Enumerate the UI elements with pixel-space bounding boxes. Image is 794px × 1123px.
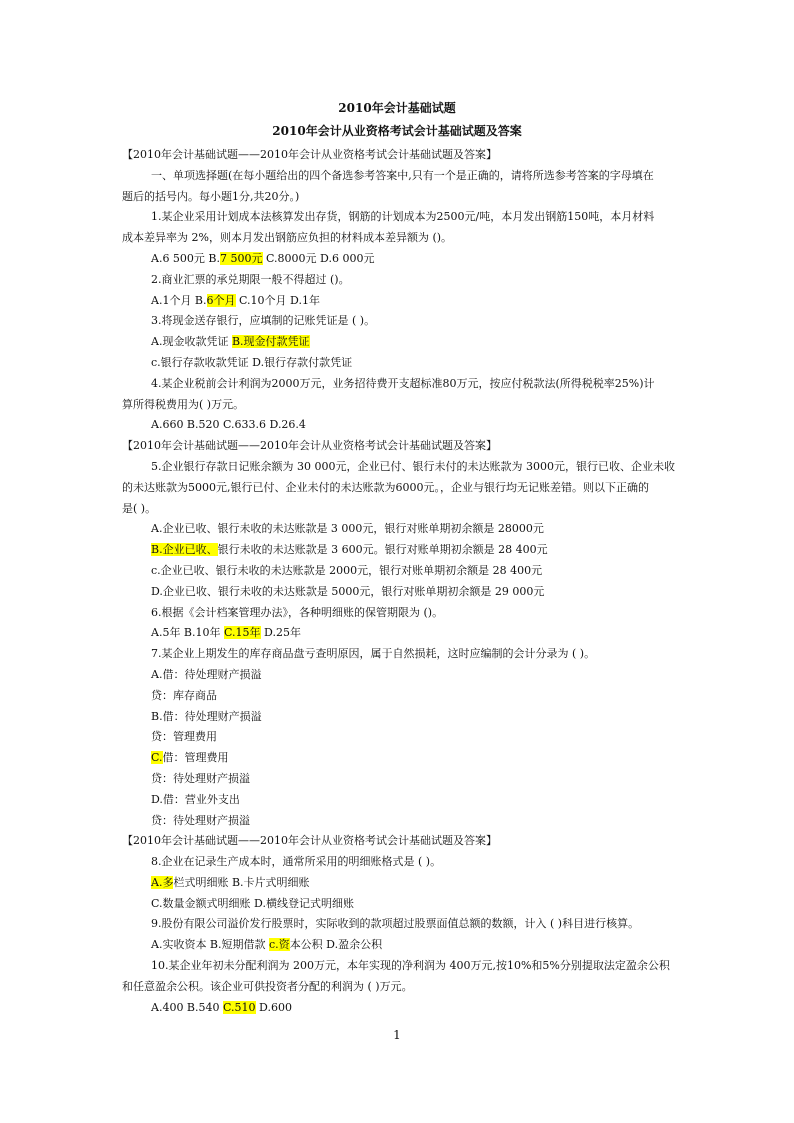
text-line: 3.将现金送存银行，应填制的记账凭证是 ( )。: [151, 314, 376, 328]
text-run: A.现金收款凭证: [151, 335, 232, 349]
text-line: 贷：库存商品: [151, 688, 217, 702]
text-line: [122, 935, 678, 956]
text-run: 栏式明细账 B.卡片式明细账: [173, 875, 310, 889]
document-body: [122, 145, 678, 1018]
text-run: D.25年: [260, 626, 301, 640]
text-line: 10.某企业年初未分配利润为 200万元，本年实现的净利润为 400万元,按10%和5%分别提取法定盈余公积: [151, 959, 670, 973]
highlighted-answer: C.510: [223, 1000, 256, 1014]
text-line: 是( )。: [122, 501, 157, 515]
text-line: B.借：待处理财产损溢: [151, 709, 262, 723]
text-line: A.660 B.520 C.633.6 D.26.4: [151, 418, 306, 432]
text-line: 题后的括号内。每小题1分,共20分。): [122, 189, 300, 203]
text-line: 一、单项选择题(在每小题给出的四个备选参考答案中,只有一个是正确的，请将所选参考答案的字母填在: [151, 168, 654, 182]
highlighted-answer: A.多: [151, 875, 174, 889]
text-line: 成本差异率为 2%，则本月发出钢筋应负担的材料成本差异额为 ()。: [122, 231, 453, 245]
text-line: 的未达账款为5000元,银行已付、企业未付的未达账款为6000元。，企业与银行均无记账差错。则以下正确的: [122, 480, 649, 494]
text-line: [122, 748, 678, 769]
text-line: c.银行存款收款凭证 D.银行存款付款凭证: [151, 355, 353, 369]
text-line: 8.企业在记录生产成本时，通常所采用的明细账格式是 ( )。: [151, 855, 442, 869]
text-run: C.8000元 D.6 000元: [262, 251, 375, 265]
text-line: 贷：待处理财产损溢: [151, 813, 250, 827]
text-line: 2.商业汇票的承兑期限一般不得超过 ()。: [151, 272, 350, 286]
text-run: A.1个月 B.: [151, 293, 207, 307]
text-line: A.借：待处理财产损溢: [151, 667, 262, 681]
text-line: [122, 291, 678, 312]
text-run: A.6 500元 B.: [151, 251, 221, 265]
text-run: 银行未收的未达账款是 3 600元。银行对账单期初余额是 28 400元: [217, 543, 548, 557]
document-title: 2010年会计基础试题: [338, 101, 456, 115]
text-line: [122, 873, 678, 894]
text-run: 本公积 D.盈余公积: [289, 938, 383, 952]
text-run: A.实收资本 B.短期借款: [151, 938, 270, 952]
text-line: 算所得税费用为( )万元。: [122, 397, 245, 411]
text-line: 6.根据《会计档案管理办法》，各种明细账的保管期限为 ()。: [151, 605, 444, 619]
text-line: [122, 249, 678, 270]
document-subtitle: 2010年会计从业资格考试会计基础试题及答案: [272, 124, 522, 138]
text-line: [122, 623, 678, 644]
text-line: D.借：营业外支出: [151, 792, 240, 806]
text-line: 9.股份有限公司溢价发行股票时，实际收到的款项超过股票面值总额的数额，计入 ( )科目进行核算。: [151, 917, 640, 931]
text-line: 7.某企业上期发生的库存商品盘亏查明原因，属于自然损耗，这时应编制的会计分录为 ( )。: [151, 647, 596, 661]
text-line: 【2010年会计基础试题——2010年会计从业资格考试会计基础试题及答案】: [122, 439, 497, 453]
text-run: D.600: [255, 1000, 292, 1014]
text-line: 1.某企业采用计划成本法核算发出存货，钢筋的计划成本为2500元/吨，本月发出钢筋150吨，本月材料: [151, 210, 655, 224]
text-line: 【2010年会计基础试题——2010年会计从业资格考试会计基础试题及答案】: [122, 148, 497, 161]
text-line: 4.某企业税前会计利润为2000万元，业务招待费开支超标准80万元，按应付税款法(所得税税率25%)计: [151, 376, 655, 390]
text-line: 贷：待处理财产损溢: [151, 771, 250, 785]
text-line: C.数量金额式明细账 D.横线登记式明细账: [151, 896, 354, 910]
highlighted-answer: C.15年: [224, 626, 261, 640]
text-line: 和任意盈余公积。该企业可供投资者分配的利润为 ( )万元。: [122, 979, 413, 993]
text-run: A.5年 B.10年: [151, 626, 225, 640]
text-line: D.企业已收、银行未收的未达账款是 5000元，银行对账单期初余额是 29 000元: [151, 584, 545, 598]
text-line: [122, 540, 678, 561]
text-line: [122, 998, 678, 1019]
text-line: 【2010年会计基础试题——2010年会计从业资格考试会计基础试题及答案】: [122, 834, 497, 848]
text-line: 贷：管理费用: [151, 730, 217, 744]
text-line: [122, 332, 678, 353]
highlighted-answer: 6个月: [206, 293, 236, 307]
text-line: A.企业已收、银行未收的未达账款是 3 000元，银行对账单期初余额是 28000元: [151, 522, 544, 536]
highlighted-answer: B.现金付款凭证: [231, 335, 310, 349]
page-number: 1: [393, 1028, 401, 1042]
text-line: c.企业已收、银行未收的未达账款是 2000元，银行对账单期初余额是 28 400元: [151, 563, 543, 577]
text-run: C.10个月 D.1年: [235, 293, 320, 307]
highlighted-answer: c.资: [269, 938, 290, 952]
highlighted-answer: B.企业已收、: [151, 543, 218, 557]
highlighted-answer: C.: [151, 751, 163, 765]
text-run: A.400 B.540: [151, 1000, 224, 1014]
highlighted-answer: 7 500元: [220, 251, 263, 265]
text-run: 借：管理费用: [162, 751, 229, 765]
text-line: 5.企业银行存款日记账余额为 30 000元，企业已付、银行未付的未达账款为 3000元，银行已收、企业未收: [151, 459, 675, 473]
